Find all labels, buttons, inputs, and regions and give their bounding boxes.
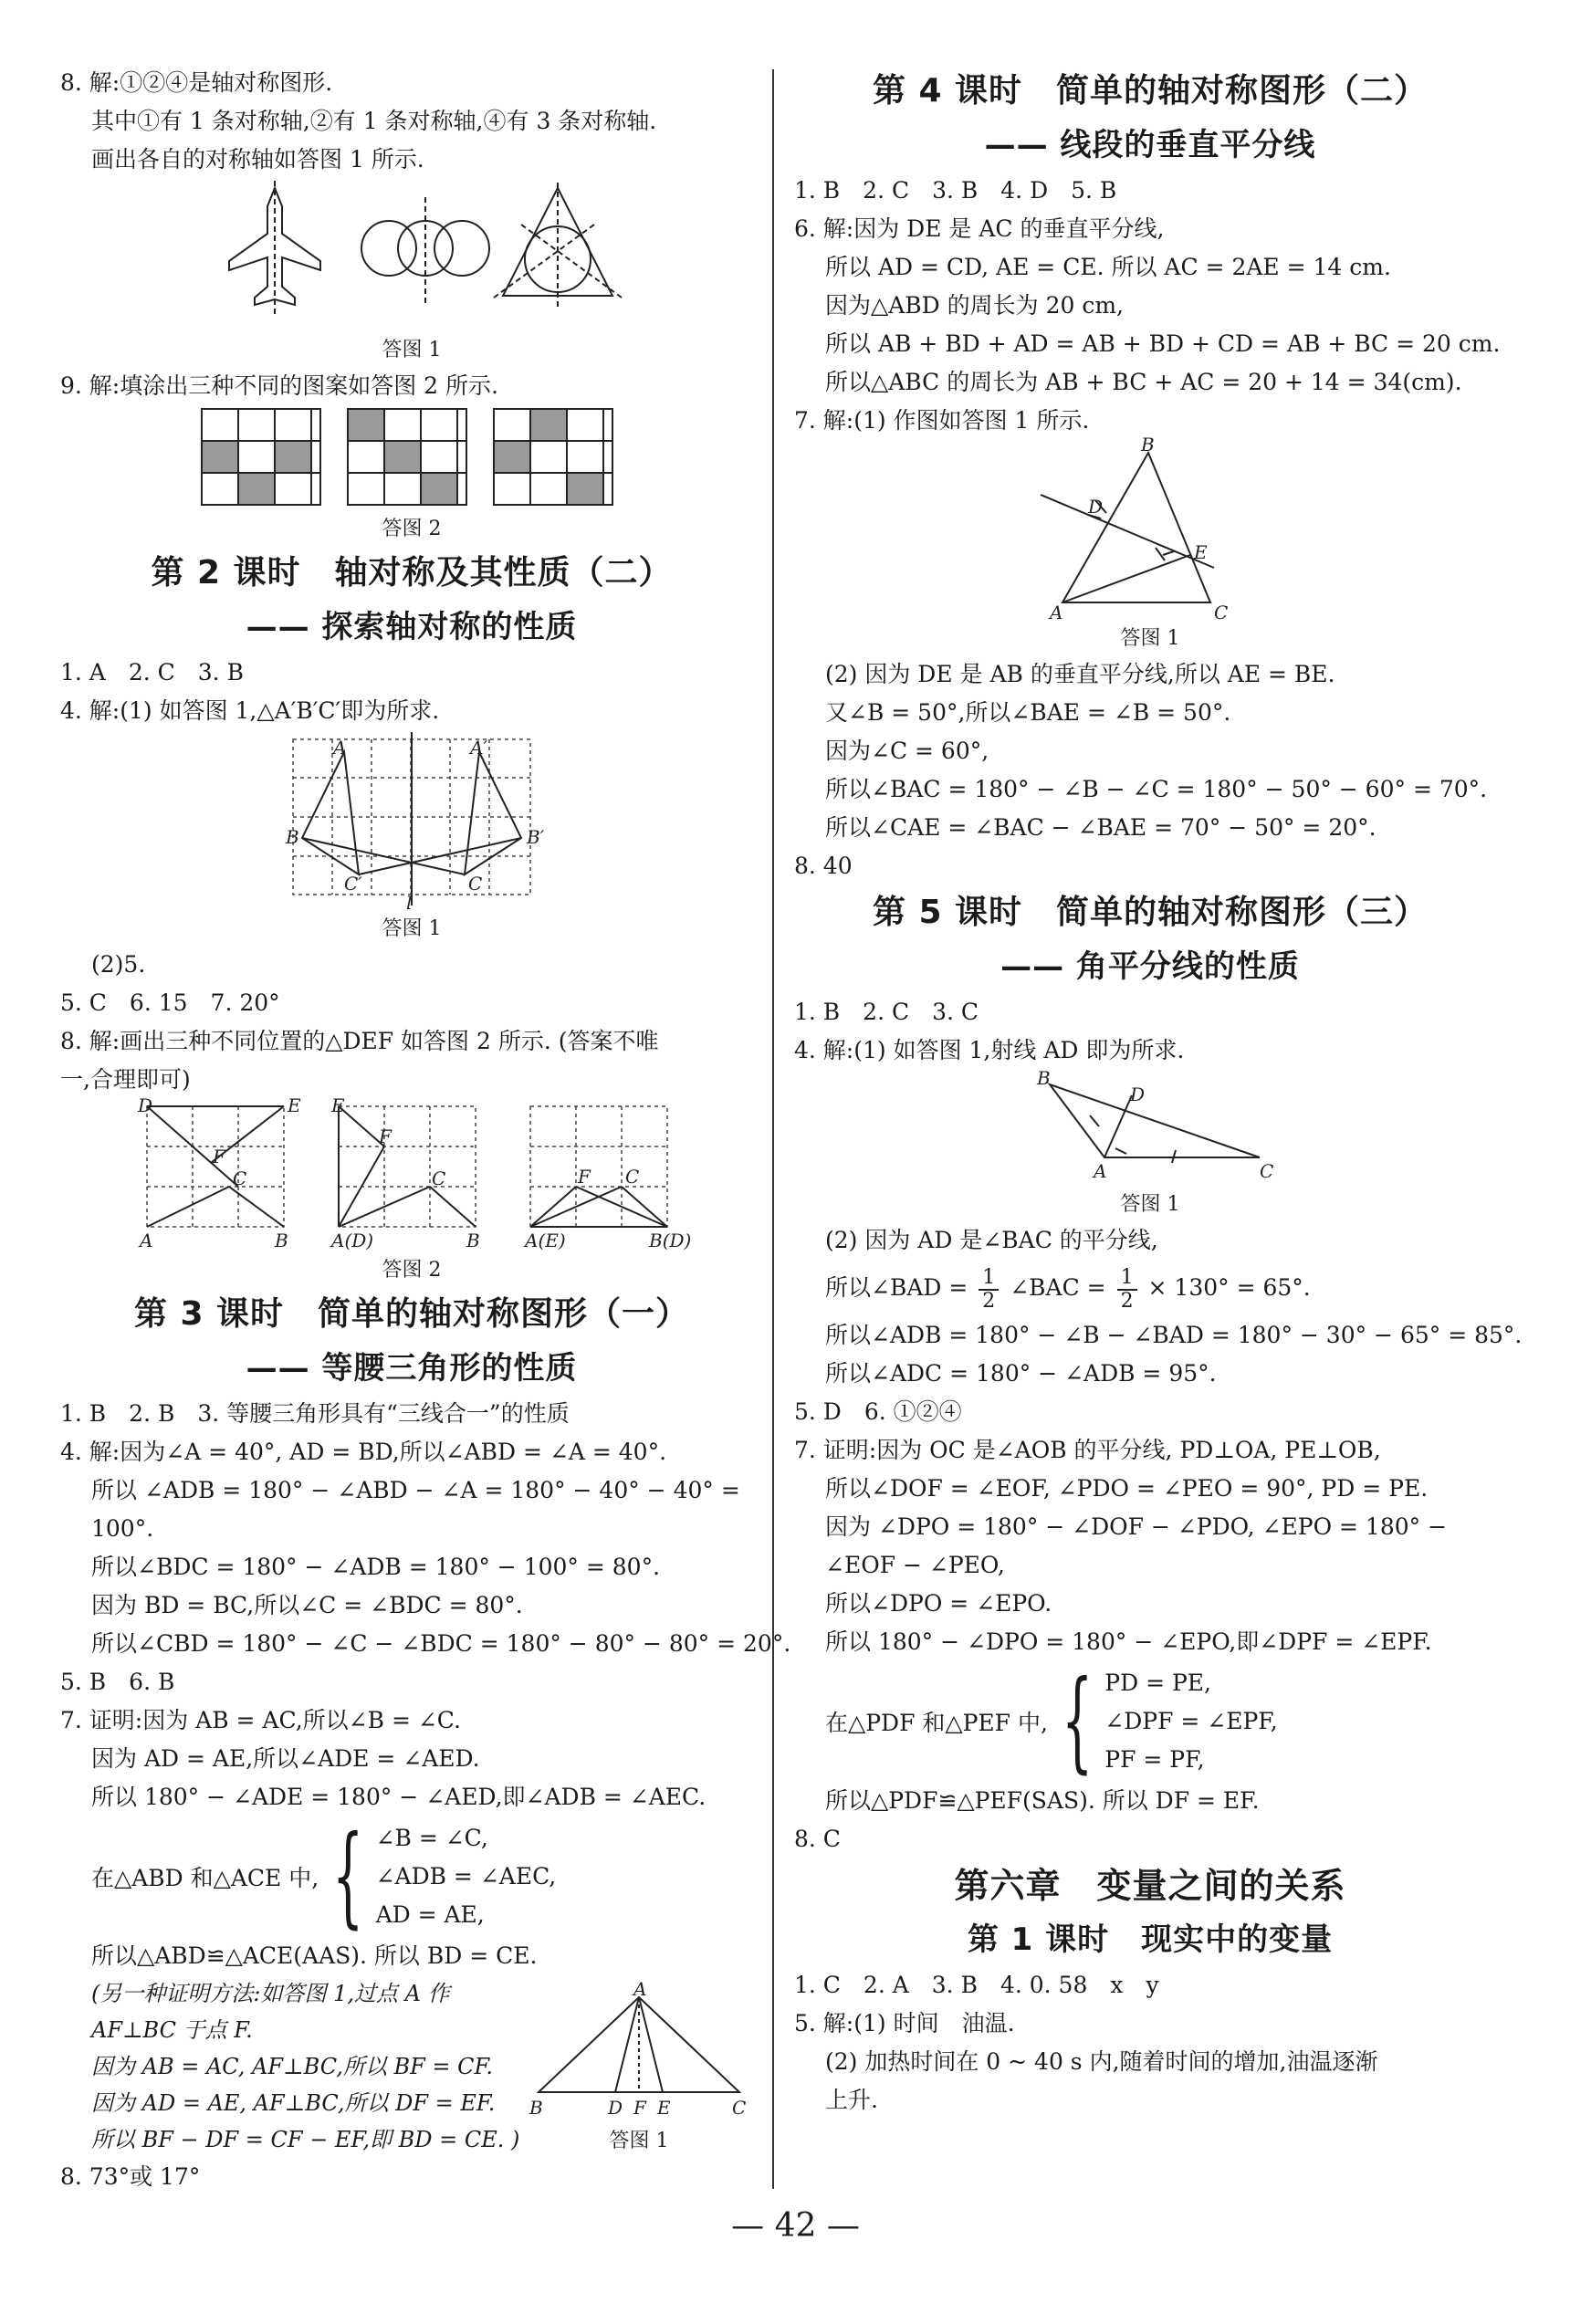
svg-text:A: A (1094, 1160, 1107, 1182)
s3-answer-4b: 所以 ∠ADB = 180° − ∠ABD − ∠A = 180° − 40° − 40° = (91, 1477, 740, 1503)
chapter-6-subtitle: 第 1 课时 现实中的变量 (967, 1921, 1334, 1958)
angle-bisector-drawing (1013, 1067, 1287, 1185)
s3-answer-4e: 因为 BD = BC,所以∠C = ∠BDC = 80°. (91, 1592, 523, 1618)
isosceles-figure (520, 1978, 758, 2158)
svg-text:C: C (732, 2097, 747, 2119)
figure-caption: 答图 1 (382, 339, 442, 361)
svg-text:C′: C′ (344, 873, 362, 895)
section-3-subtitle: —— 等腰三角形的性质 (246, 1350, 578, 1387)
figure-caption: 答图 1 (1120, 627, 1180, 650)
svg-text:A: A (633, 1978, 647, 2000)
c6-answer-5c: 上升. (825, 2087, 878, 2113)
section-4-subtitle: —— 线段的垂直平分线 (984, 127, 1316, 163)
svg-text:E: E (1194, 541, 1208, 563)
eq-part: ∠BAC = (1010, 1274, 1106, 1301)
s5-answer-7: 7. 证明:因为 OC 是∠AOB 的平分线, PD⊥OA, PE⊥OB, (794, 1437, 1381, 1463)
angle-bisector-figure (794, 1067, 1506, 1188)
s4-answer-8: 8. 40 (794, 853, 853, 879)
c6-answer-5: 5. 解:(1) 时间 油温. (794, 2010, 1015, 2036)
svg-text:B(D): B(D) (649, 1230, 692, 1251)
svg-text:D: D (1130, 1083, 1146, 1105)
answer-8: 8. 解:①②④是轴对称图形. (60, 69, 333, 96)
s4-answer-7d: 因为∠C = 60°, (825, 738, 989, 764)
s4-answers: 1. B 2. C 3. B 4. D 5. B (794, 177, 1117, 204)
svg-text:C: C (1214, 602, 1229, 623)
system-line: PD = PE, (1104, 1670, 1212, 1696)
symmetry-figure-drawing (202, 179, 622, 325)
svg-text:A(D): A(D) (331, 1230, 374, 1251)
numerator: 1 (979, 1267, 999, 1291)
c6-answer-5b: (2) 加热时间在 0 ~ 40 s 内,随着时间的增加,油温逐渐 (825, 2048, 1378, 2075)
right-column (794, 64, 1523, 2120)
svg-text:C: C (1260, 1160, 1274, 1182)
system-lead: 在△ABD 和△ACE 中, (91, 1865, 319, 1891)
s3-answers: 1. B 2. B 3. 等腰三角形具有“三线合一”的性质 (60, 1400, 570, 1427)
s5-answer-4d: 所以∠ADB = 180° − ∠B − ∠BAD = 180° − 30° − 65° = 85°. (825, 1322, 1523, 1348)
s4-answer-7c: 又∠B = 50°,所以∠BAE = ∠B = 50°. (825, 699, 1231, 726)
s4-answer-6b: 所以 AD = CD, AE = CE. 所以 AC = 2AE = 14 cm. (825, 254, 1391, 280)
symmetry-figures (60, 179, 763, 334)
svg-text:B: B (1141, 434, 1155, 455)
column-divider (772, 69, 774, 2189)
s3-answer-4f: 所以∠CBD = 180° − ∠C − ∠BDC = 180° − 80° − 80° = 20°. (91, 1630, 791, 1657)
s3-answer-4d: 所以∠BDC = 180° − ∠ADB = 180° − 100° = 80°. (91, 1554, 661, 1580)
triangle-def-figures (60, 1094, 763, 1254)
svg-text:F: F (633, 2097, 646, 2119)
eq-part: × 130° = 65°. (1147, 1274, 1311, 1301)
s4-answer-6c: 因为△ABD 的周长为 20 cm, (825, 292, 1125, 319)
svg-text:C: C (625, 1166, 640, 1188)
numerator: 1 (1117, 1267, 1137, 1291)
s5-answer-7e: 所以∠DPO = ∠EPO. (825, 1590, 1052, 1617)
s3-note-block (60, 1975, 763, 2158)
perp-bisector-drawing (1031, 434, 1269, 623)
s4-answer-7b: (2) 因为 DE 是 AB 的垂直平分线,所以 AE = BE. (825, 661, 1335, 687)
figure-caption: 答图 2 (382, 1259, 442, 1282)
s3-note (60, 1975, 520, 2158)
answer-8-line: 画出各自的对称轴如答图 1 所示. (91, 146, 424, 173)
s3-answer-4: 4. 解:因为∠A = 40°, AD = BD,所以∠ABD = ∠A = 40°. (60, 1439, 667, 1465)
svg-text:C: C (468, 873, 483, 895)
grid-pattern-drawing (202, 405, 622, 508)
s2-answers-5-7: 5. C 6. 15 7. 20° (60, 989, 280, 1016)
system-lead: 在△PDF 和△PEF 中, (825, 1710, 1048, 1736)
svg-text:E: E (331, 1094, 345, 1116)
system-line: ∠ADB = ∠AEC, (375, 1863, 557, 1890)
s4-answer-6: 6. 解:因为 DE 是 AC 的垂直平分线, (794, 215, 1165, 242)
s3-answer-7c: 所以 180° − ∠ADE = 180° − ∠AED,即∠ADB = ∠AEC. (91, 1784, 707, 1810)
svg-text:A′: A′ (470, 737, 487, 759)
s5-answer-7c: 因为 ∠DPO = 180° − ∠DOF − ∠PDO, ∠EPO = 180° − (825, 1513, 1448, 1540)
svg-text:A: A (1050, 602, 1063, 623)
note-line: AF⊥BC 于点 F. (91, 2017, 253, 2043)
s2-answer-8b: 一,合理即可) (60, 1066, 191, 1093)
s5-answer-8: 8. C (794, 1826, 841, 1852)
svg-text:B: B (275, 1230, 288, 1251)
answer-9: 9. 解:填涂出三种不同的图案如答图 2 所示. (60, 372, 498, 399)
fraction-half (979, 1267, 999, 1313)
section-2-title: 第 2 课时 轴对称及其性质（二） (151, 554, 673, 591)
denominator: 2 (982, 1289, 996, 1313)
svg-text:C: C (432, 1167, 446, 1189)
svg-text:B: B (529, 2097, 543, 2119)
perp-bisector-figure (794, 434, 1506, 623)
svg-text:F: F (379, 1125, 392, 1147)
s2-answer-4: 4. 解:(1) 如答图 1,△A′B′C′即为所求. (60, 697, 440, 724)
reflection-drawing (275, 730, 549, 914)
svg-text:A(E): A(E) (525, 1230, 566, 1251)
eq-part: 所以∠BAD = (825, 1274, 968, 1301)
left-column (60, 64, 791, 2196)
svg-text:F: F (578, 1166, 591, 1188)
svg-text:A: A (140, 1230, 153, 1251)
figure-caption: 答图 1 (1120, 1193, 1180, 1216)
s3-answer-7b: 因为 AD = AE,所以∠ADE = ∠AED. (91, 1745, 480, 1772)
system-line: AD = AE, (375, 1901, 485, 1928)
c6-answers: 1. C 2. A 3. B 4. 0. 58 x y (794, 1972, 1159, 1998)
figure-caption: 答图 2 (382, 518, 442, 540)
s5-answer-4e: 所以∠ADC = 180° − ∠ADB = 95°. (825, 1360, 1217, 1387)
s2-answers: 1. A 2. C 3. B (60, 659, 244, 686)
s5-answer-4c (794, 1260, 1506, 1316)
page-number: — 42 — (731, 2207, 860, 2245)
svg-text:F: F (213, 1146, 225, 1167)
s2-answer-4b: (2)5. (91, 951, 146, 978)
brace: { (1061, 1658, 1094, 1785)
grid-patterns (60, 405, 763, 513)
s4-answer-6e: 所以△ABC 的周长为 AB + BC + AC = 20 + 14 = 34(cm). (825, 369, 1462, 395)
svg-text:l: l (406, 892, 413, 914)
s3-answer-4c: 100°. (91, 1515, 154, 1542)
s5-answers: 1. B 2. C 3. C (794, 999, 979, 1025)
s4-answer-7e: 所以∠BAC = 180° − ∠B − ∠C = 180° − 50° − 60° = 70°. (825, 776, 1488, 802)
isosceles-drawing (529, 1978, 748, 2121)
svg-text:A: A (333, 737, 347, 759)
svg-text:D: D (608, 2097, 623, 2119)
s5-equation-system (794, 1658, 1506, 1785)
s5-answer-4: 4. 解:(1) 如答图 1,射线 AD 即为所求. (794, 1037, 1185, 1063)
s3-answer-8: 8. 73°或 17° (60, 2163, 201, 2190)
section-3-title: 第 3 课时 简单的轴对称图形（一） (133, 1295, 690, 1333)
svg-text:D: D (1088, 496, 1104, 518)
s5-answer-7b: 所以∠DOF = ∠EOF, ∠PDO = ∠PEO = 90°, PD = PE. (825, 1475, 1429, 1502)
brace: { (332, 1813, 364, 1940)
s4-answer-7f: 所以∠CAE = ∠BAC − ∠BAE = 70° − 50° = 20°. (825, 814, 1376, 841)
s5-answer-7d: ∠EOF − ∠PEO, (825, 1552, 1005, 1578)
s4-answer-7: 7. 解:(1) 作图如答图 1 所示. (794, 407, 1090, 434)
svg-text:B: B (1037, 1067, 1051, 1089)
svg-text:E: E (288, 1094, 301, 1116)
svg-text:B: B (466, 1230, 480, 1251)
note-line: 因为 AB = AC, AF⊥BC,所以 BF = CF. (91, 2054, 494, 2079)
section-2-subtitle: —— 探索轴对称的性质 (246, 609, 578, 645)
s3-answer-7: 7. 证明:因为 AB = AC,所以∠B = ∠C. (60, 1707, 461, 1733)
section-5-title: 第 5 课时 简单的轴对称图形（三） (872, 894, 1429, 931)
svg-text:C: C (233, 1167, 247, 1189)
svg-text:D: D (138, 1094, 153, 1116)
svg-text:B: B (286, 826, 299, 848)
system-line: ∠DPF = ∠EPF, (1104, 1708, 1278, 1734)
section-5-subtitle: —— 角平分线的性质 (1000, 948, 1300, 985)
note-line: (另一种证明方法:如答图 1,过点 A 作 (91, 1981, 450, 2006)
figure-caption: 答图 1 (382, 917, 442, 940)
chapter-6-title: 第六章 变量之间的关系 (954, 1866, 1346, 1906)
section-4-title: 第 4 课时 简单的轴对称图形（二） (872, 72, 1429, 110)
s3-answers-5-6: 5. B 6. B (60, 1669, 175, 1695)
fraction-half (1117, 1267, 1137, 1313)
s5-answer-4b: (2) 因为 AD 是∠BAC 的平分线, (825, 1227, 1158, 1253)
s5-answer-7f: 所以 180° − ∠DPO = 180° − ∠EPO,即∠DPF = ∠EPF. (825, 1628, 1432, 1655)
s3-equation-system (60, 1813, 763, 1940)
s5-answer-7g: 所以△PDF≌△PEF(SAS). 所以 DF = EF. (825, 1787, 1260, 1814)
s3-answer-7d: 所以△ABD≌△ACE(AAS). 所以 BD = CE. (91, 1942, 538, 1969)
note-line: 所以 BF − DF = CF − EF,即 BD = CE. ) (91, 2127, 520, 2152)
triangle-def-drawing (138, 1094, 692, 1251)
system-line: ∠B = ∠C, (375, 1825, 488, 1851)
figure-caption: 答图 1 (609, 2130, 669, 2152)
s4-answer-6d: 所以 AB + BD + AD = AB + BD + CD = AB + BC = 20 cm. (825, 330, 1501, 357)
s2-answer-8: 8. 解:画出三种不同位置的△DEF 如答图 2 所示. (答案不唯 (60, 1028, 659, 1054)
answer-8-line: 其中①有 1 条对称轴,②有 1 条对称轴,④有 3 条对称轴. (91, 108, 657, 134)
denominator: 2 (1120, 1289, 1134, 1313)
svg-text:E: E (657, 2097, 671, 2119)
reflection-figure (60, 730, 763, 913)
note-line: 因为 AD = AE, AF⊥BC,所以 DF = EF. (91, 2090, 496, 2116)
s5-answers-5-6: 5. D 6. ①②④ (794, 1398, 962, 1425)
system-line: PF = PF, (1104, 1746, 1205, 1773)
svg-text:B′: B′ (527, 826, 545, 848)
